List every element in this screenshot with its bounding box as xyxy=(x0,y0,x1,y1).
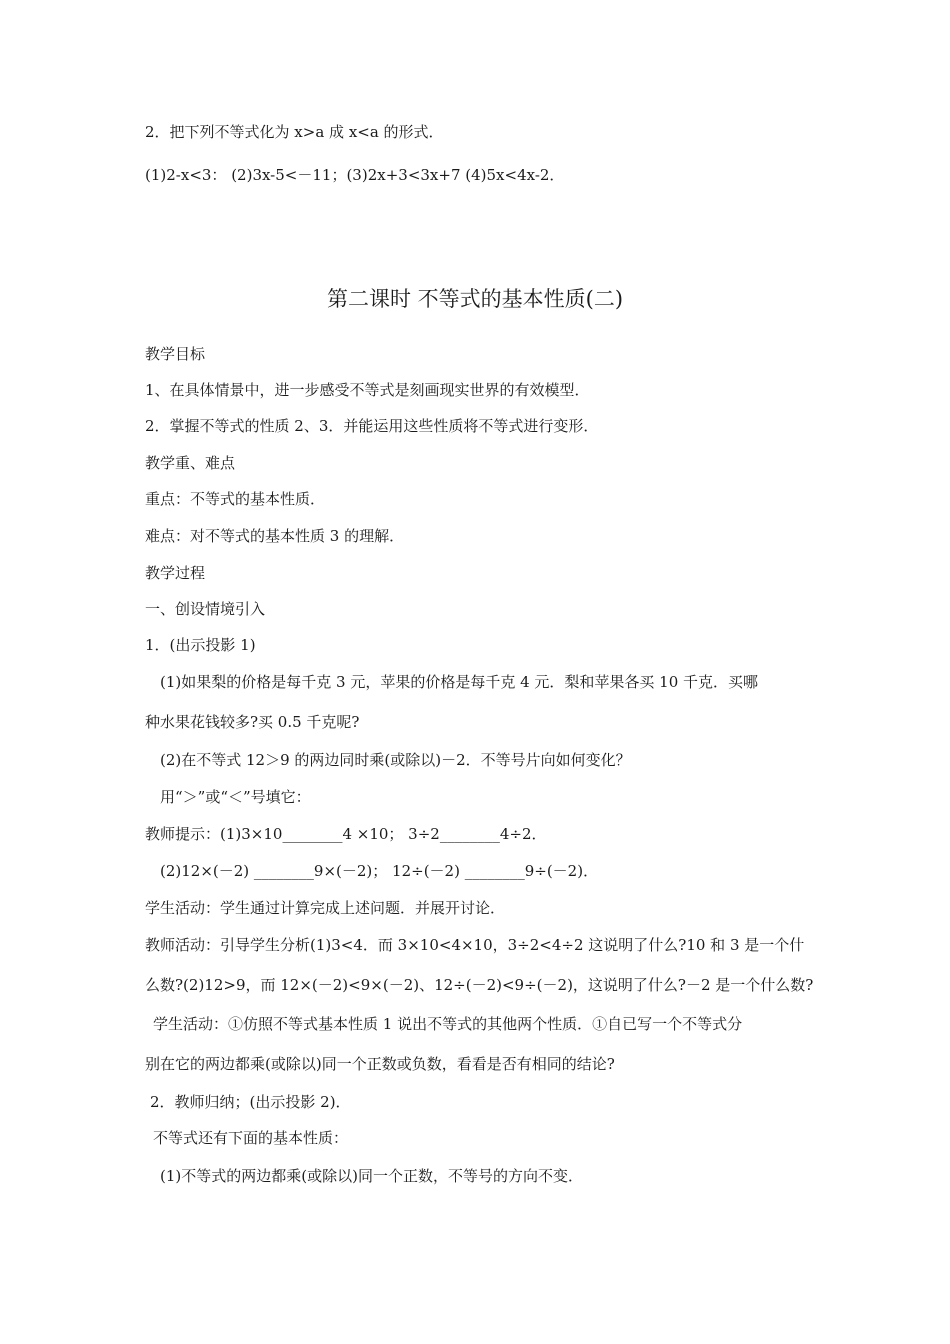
goal-2: 2．掌握不等式的性质 2、3．并能运用这些性质将不等式进行变形． xyxy=(145,417,599,435)
key-difficulty: 难点：对不等式的基本性质 3 的理解． xyxy=(145,527,405,545)
exercise-heading: 2．把下列不等式化为 x>a 成 x<a 的形式． xyxy=(145,123,444,141)
step-2: 2．教师归纳；(出示投影 2)． xyxy=(150,1093,351,1111)
keypoints-heading: 教学重、难点 xyxy=(145,454,236,472)
process-heading: 教学过程 xyxy=(145,564,206,582)
question-1-line-1: (1)如果梨的价格是每千克 3 元，苹果的价格是每千克 4 元．梨和苹果各买 10 千克．买哪 xyxy=(160,673,759,691)
exercise-items: (1)2-x<3： (2)3x-5<－11；(3)2x+3<3x+7 (4)5x<4x-2． xyxy=(145,166,565,184)
section-1-heading: 一、创设情境引入 xyxy=(145,600,266,618)
property-1: (1)不等式的两边都乘(或除以)同一个正数，不等号的方向不变． xyxy=(160,1167,583,1185)
teacher-hint-2: (2)12×(－2) ________9×(－2)； 12÷(－2) ________9÷(－2)． xyxy=(160,862,599,880)
teacher-activity-line-2: 么数?(2)12>9，而 12×(－2)<9×(－2)、12÷(－2)<9÷(－2)，这说明了什么?－2 是一个什么数? xyxy=(145,976,814,994)
student-activity-2-line-2: 别在它的两边都乘(或除以)同一个正数或负数，看看是否有相同的结论? xyxy=(145,1055,615,1073)
step-1: 1．(出示投影 1) xyxy=(145,636,256,654)
teacher-activity-line-1: 教师活动：引导学生分析(1)3<4．而 3×10<4×10，3÷2<4÷2 这说明了什么?10 和 3 是一个什 xyxy=(145,936,805,954)
lesson-title: 第二课时 不等式的基本性质(二) xyxy=(326,287,624,311)
teacher-hint-1: 教师提示：(1)3×10________4 ×10； 3÷2________4÷2． xyxy=(145,825,547,843)
more-properties: 不等式还有下面的基本性质： xyxy=(153,1129,349,1147)
student-activity-2-line-1: 学生活动：①仿照不等式基本性质 1 说出不等式的其他两个性质．①自已写一个不等式分 xyxy=(153,1015,743,1033)
key-focus: 重点：不等式的基本性质． xyxy=(145,490,326,508)
question-2: (2)在不等式 12＞9 的两边同时乘(或除以)－2．不等号片向如何变化？ xyxy=(160,751,631,769)
goal-1: 1、在具体情景中，进一步感受不等式是刻画现实世界的有效模型． xyxy=(145,381,590,399)
goals-heading: 教学目标 xyxy=(145,345,206,363)
question-1-line-2: 种水果花钱较多?买 0.5 千克呢? xyxy=(145,713,360,731)
fill-instruction: 用“＞”或“＜”号填它： xyxy=(160,788,311,806)
student-activity-1: 学生活动：学生通过计算完成上述问题．并展开讨论． xyxy=(145,899,506,917)
